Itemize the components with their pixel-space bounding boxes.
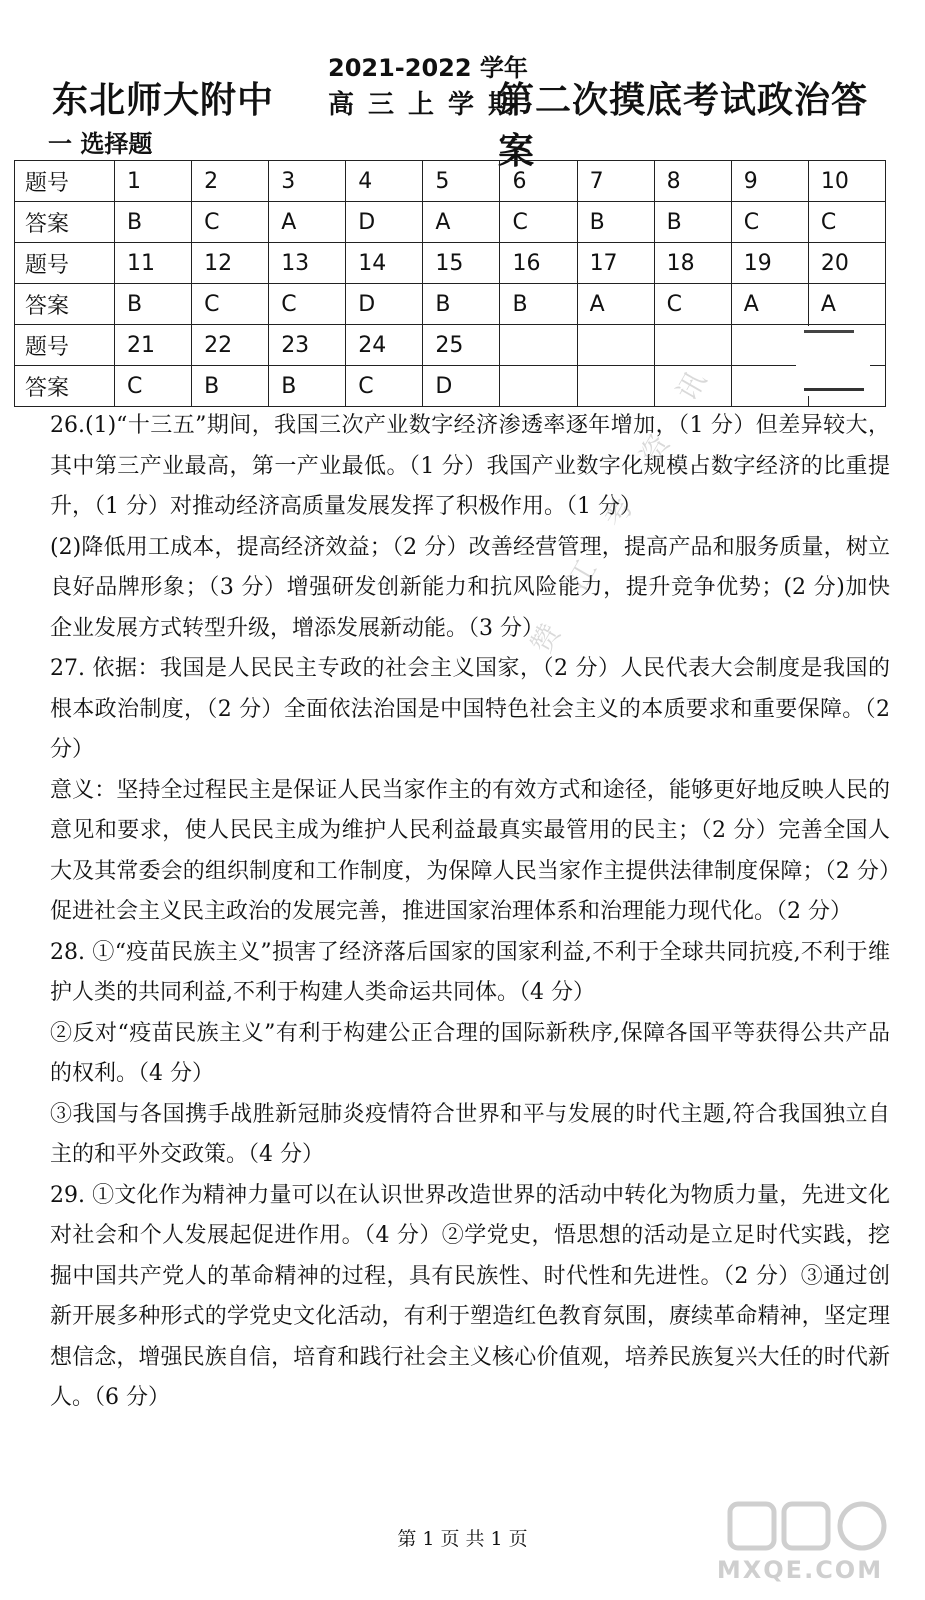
table-cell: 14	[346, 243, 423, 284]
page-footer: 第 1 页 共 1 页	[397, 1528, 528, 1550]
table-cell: 15	[423, 243, 500, 284]
table-cell: 18	[654, 243, 731, 284]
row-label: 题号	[15, 325, 115, 366]
answer-paragraph: 26.(1)“十三五”期间，我国三次产业数字经济渗透率逐年增加，（1 分）但差异较大，其中第三产业最高，第一产业最低。（1 分）我国产业数字化规模占数字经济的比重提升，（1 分）对推动经济高质量发展发挥了积极作用。（1 分）	[50, 413, 890, 519]
table-cell: 19	[731, 243, 808, 284]
table-cell: C	[808, 202, 885, 243]
table-cell: 5	[423, 161, 500, 202]
table-cell: 6	[500, 161, 577, 202]
redacted-stamp	[796, 326, 870, 396]
row-label: 答案	[15, 366, 115, 407]
table-cell: B	[423, 284, 500, 325]
table-cell: C	[731, 202, 808, 243]
row-label: 题号	[15, 243, 115, 284]
table-cell: A	[731, 284, 808, 325]
table-cell	[500, 325, 577, 366]
site-logo	[700, 1496, 900, 1586]
table-cell: 8	[654, 161, 731, 202]
answer-body-text	[50, 406, 890, 1419]
table-cell: C	[192, 202, 269, 243]
table-cell: A	[269, 202, 346, 243]
academic-year: 2021-2022 学年	[328, 54, 528, 82]
table-row	[15, 366, 886, 407]
table-cell	[577, 325, 654, 366]
table-cell: A	[808, 284, 885, 325]
table-cell: 22	[192, 325, 269, 366]
answer-paragraph: (2)降低用工成本，提高经济效益；（2 分）改善经营管理，提高产品和服务质量，树立良好品牌形象；（3 分）增强研发创新能力和抗风险能力，提升竞争优势；(2 分)加快企业发展方式转型升级，增添发展新动能。（3 分）	[50, 534, 890, 641]
table-row	[15, 243, 886, 284]
table-cell: C	[115, 366, 192, 407]
watermark: 赞 江 考 资 讯	[524, 350, 722, 659]
table-cell: B	[115, 202, 192, 243]
school-name: 东北师大附中	[52, 79, 275, 121]
row-label: 答案	[15, 202, 115, 243]
table-cell: D	[346, 284, 423, 325]
answer-paragraph: 27. 依据：我国是人民民主专政的社会主义国家，（2 分）人民代表大会制度是我国的根本政治制度，（2 分）全面依法治国是中国特色社会主义的本质要求和重要保障。（2 分）	[50, 656, 890, 762]
table-cell: 2	[192, 161, 269, 202]
table-cell: D	[423, 366, 500, 407]
table-cell: 4	[346, 161, 423, 202]
table-row	[15, 202, 886, 243]
table-cell: C	[269, 284, 346, 325]
table-cell: C	[346, 366, 423, 407]
table-cell: 16	[500, 243, 577, 284]
table-cell: B	[269, 366, 346, 407]
table-cell: C	[654, 284, 731, 325]
table-cell	[500, 366, 577, 407]
table-cell: C	[500, 202, 577, 243]
row-label: 题号	[15, 161, 115, 202]
table-cell: B	[577, 202, 654, 243]
section-title: 一 选择题	[48, 129, 153, 158]
table-cell: D	[346, 202, 423, 243]
table-cell: B	[115, 284, 192, 325]
table-cell: 7	[577, 161, 654, 202]
table-cell: B	[654, 202, 731, 243]
table-cell: 13	[269, 243, 346, 284]
table-cell: 12	[192, 243, 269, 284]
answer-paragraph: 意义：坚持全过程民主是保证人民当家作主的有效方式和途径，能够更好地反映人民的意见和要求，使人民民主成为维护人民利益最真实最管用的民主；（2 分）完善全国人大及其常委会的组织制度和工作制度，为保障人民当家作主提供法律制度保障；（2 分）促进社会主义民主政治的发展完善，推进国家治理体系和治理能力现代化。（2 分）	[50, 777, 890, 924]
answer-paragraph: 28. ①“疫苗民族主义”损害了经济落后国家的国家利益,不利于全球共同抗疫,不利于维护人类的共同利益,不利于构建人类命运共同体。（4 分）	[50, 939, 890, 1005]
table-cell: 17	[577, 243, 654, 284]
answer-paragraph: ②反对“疫苗民族主义”有利于构建公正合理的国际新秩序,保障各国平等获得公共产品的权利。（4 分）	[50, 1020, 890, 1086]
table-cell: C	[192, 284, 269, 325]
table-cell: 1	[115, 161, 192, 202]
table-cell: 25	[423, 325, 500, 366]
table-cell: 20	[808, 243, 885, 284]
logo-text: MXQE.COM	[716, 1556, 884, 1584]
term-label: 高三上学期	[328, 90, 529, 120]
table-cell: 21	[115, 325, 192, 366]
table-cell: B	[500, 284, 577, 325]
table-row	[15, 325, 886, 366]
table-cell: A	[423, 202, 500, 243]
table-cell: B	[192, 366, 269, 407]
answer-paragraph: 29. ①文化作为精神力量可以在认识世界改造世界的活动中转化为物质力量，先进文化对社会和个人发展起促进作用。（4 分）②学党史，悟思想的活动是立足时代实践，挖掘中国共产党人的革命精神的过程，具有民族性、时代性和先进性。（2 分）③通过创新开展多种形式的学党史文化活动，有利于塑造红色教育氛围，赓续革命精神，坚定理想信念，增强民族自信，培育和践行社会主义核心价值观，培养民族复兴大任的时代新人。（6 分）	[50, 1182, 890, 1410]
table-row	[15, 161, 886, 202]
table-cell: 10	[808, 161, 885, 202]
table-cell: 9	[731, 161, 808, 202]
row-label: 答案	[15, 284, 115, 325]
table-cell: A	[577, 284, 654, 325]
table-cell: 23	[269, 325, 346, 366]
answer-table	[14, 160, 886, 407]
table-cell: 11	[115, 243, 192, 284]
answer-paragraph: ③我国与各国携手战胜新冠肺炎疫情符合世界和平与发展的时代主题,符合我国独立自主的和平外交政策。（4 分）	[50, 1101, 890, 1167]
table-cell: 3	[269, 161, 346, 202]
document-title: 第二次摸底考试政治答案	[498, 79, 869, 172]
table-cell	[577, 366, 654, 407]
table-cell: 24	[346, 325, 423, 366]
table-row	[15, 284, 886, 325]
